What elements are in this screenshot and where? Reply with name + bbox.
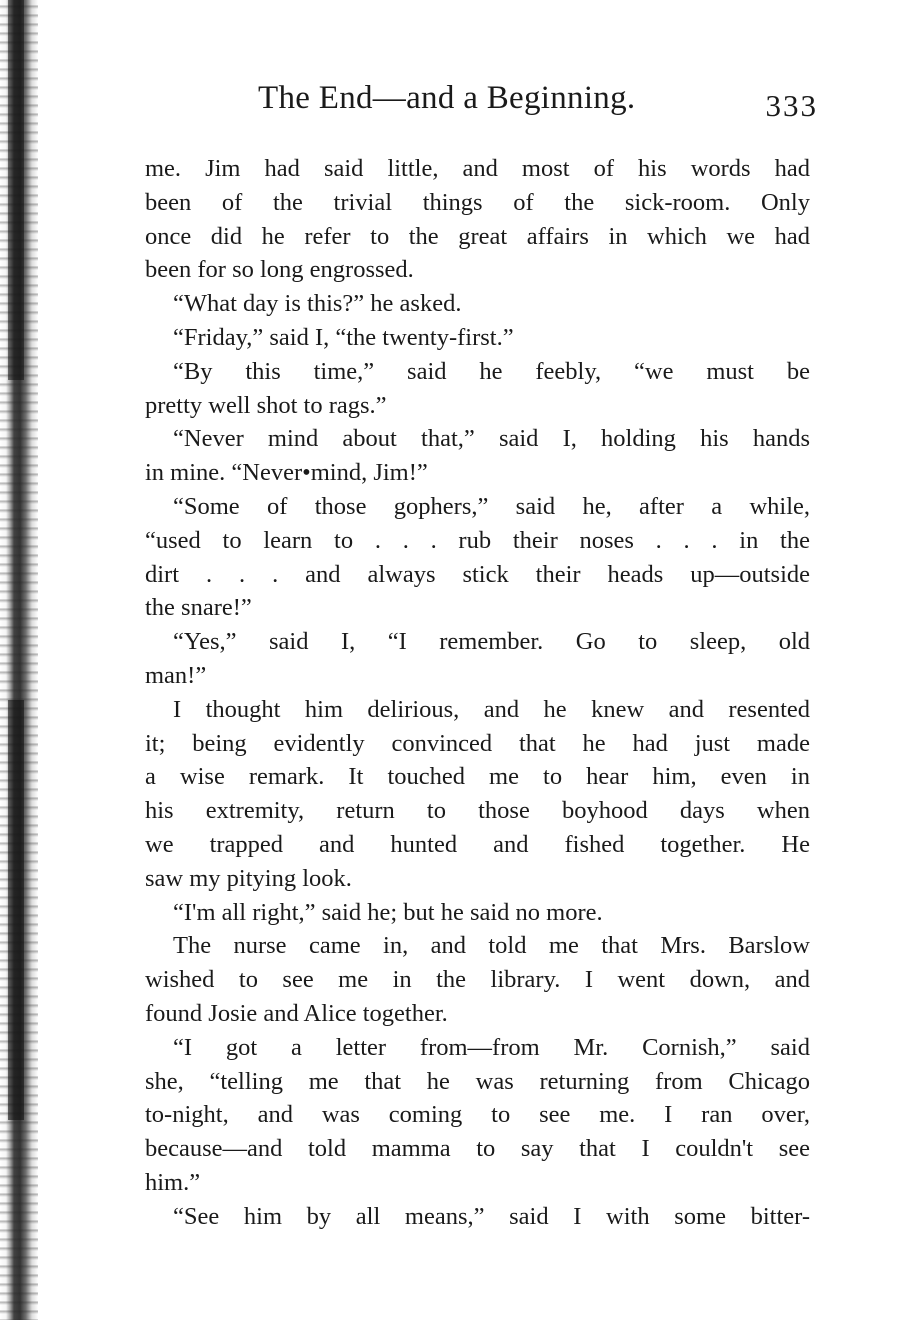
- text-line: “used to learn to . . . rub their noses . . . in the: [145, 526, 810, 554]
- body-text: [145, 152, 810, 1234]
- text-line: “Some of those gophers,” said he, after a while,: [173, 492, 810, 520]
- binding-shadow-lower: [8, 700, 24, 1120]
- text-line: “Yes,” said I, “I remember. Go to sleep, old: [173, 628, 810, 656]
- text-line: man!”: [145, 661, 207, 689]
- text-line: a wise remark. It touched me to hear him, even in: [145, 763, 810, 791]
- text-line: been of the trivial things of the sick-room. Only: [145, 188, 810, 216]
- text-line: the snare!”: [145, 594, 252, 622]
- text-line: pretty well shot to rags.”: [145, 391, 387, 419]
- text-line: “I'm all right,” said he; but he said no more.: [173, 898, 603, 926]
- text-line: in mine. “Never•mind, Jim!”: [145, 459, 428, 487]
- text-line: wished to see me in the library. I went down, and: [145, 966, 810, 994]
- text-line: “Never mind about that,” said I, holding his hands: [173, 425, 810, 453]
- text-line: me. Jim had said little, and most of his words had: [145, 155, 810, 182]
- text-line: “Friday,” said I, “the twenty-first.”: [173, 323, 514, 351]
- running-title: The End—and a Beginning.: [258, 80, 636, 116]
- text-line: we trapped and hunted and fished together. He: [145, 830, 810, 858]
- text-line: once did he refer to the great affairs in which we had: [145, 222, 810, 250]
- binding-shadow: [8, 0, 24, 380]
- text-line: “By this time,” said he feebly, “we must be: [173, 357, 810, 385]
- running-head: [258, 80, 818, 130]
- text-line: him.”: [145, 1168, 201, 1196]
- text-line: his extremity, return to those boyhood days when: [145, 797, 810, 825]
- text-line: she, “telling me that he was returning from Chicago: [145, 1067, 810, 1095]
- text-line: dirt . . . and always stick their heads up—outside: [145, 560, 810, 588]
- page-number: 333: [765, 88, 818, 123]
- text-line: “What day is this?” he asked.: [173, 290, 462, 318]
- text-line: found Josie and Alice together.: [145, 999, 448, 1027]
- text-line: it; being evidently convinced that he had just made: [145, 729, 810, 757]
- text-line: “I got a letter from—from Mr. Cornish,” said: [173, 1033, 810, 1061]
- text-line: saw my pitying look.: [145, 864, 352, 892]
- text-line: The nurse came in, and told me that Mrs. Barslow: [173, 932, 810, 960]
- text-line: to-night, and was coming to see me. I ran over,: [145, 1101, 810, 1129]
- text-line: because—and told mamma to say that I couldn't see: [145, 1135, 810, 1163]
- text-line: been for so long engrossed.: [145, 256, 414, 284]
- text-line: “See him by all means,” said I with some bitter-: [173, 1202, 810, 1230]
- text-line: I thought him delirious, and he knew and resented: [173, 695, 810, 723]
